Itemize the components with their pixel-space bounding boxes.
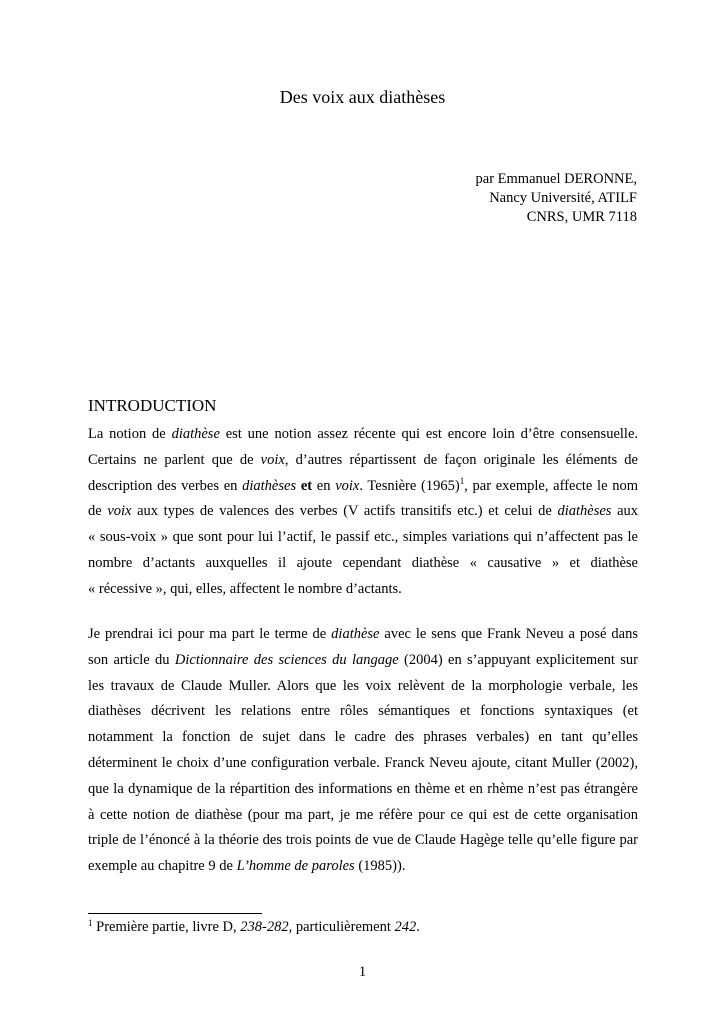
text-run: (1985)). <box>354 858 406 875</box>
paragraph-intro <box>88 422 638 603</box>
author-name: par Emmanuel DERONNE, <box>475 171 637 187</box>
text-run: son article du <box>88 651 175 668</box>
paragraph-line <box>88 499 638 525</box>
text-run: diathèse <box>331 626 380 642</box>
text-run: voix <box>335 477 360 494</box>
text-run: exemple au chapitre 9 de <box>88 858 237 875</box>
text-run: que la dynamique de la répartition des informations en thème et en rhème n’est pas étrangère <box>88 780 638 797</box>
text-run: à cette notion de diathèse (pour ma part, je me réfère pour ce qui est de cette organisation <box>88 806 638 823</box>
text-run: les travaux de Claude Muller. Alors que les voix relèvent de la morphologie verbale, les <box>88 677 638 694</box>
text-run: . <box>416 919 420 935</box>
footnote <box>88 919 420 936</box>
text-run: déterminent le choix d’une configuration verbale. Franck Neveu ajoute, citant Muller (2002), <box>88 754 638 771</box>
text-run: description des verbes en <box>88 477 243 494</box>
text-run: voix <box>107 503 132 520</box>
paragraph-line <box>88 699 638 725</box>
text-run: voix <box>260 451 285 468</box>
text-run: nombre d’actants auxquelles il ajoute cependant diathèse « causative » et diathèse <box>88 554 638 571</box>
footnote-text <box>93 919 420 935</box>
section-heading: INTRODUCTION <box>88 396 217 415</box>
text-run: « récessive », qui, elles, affectent le nombre d’actants. <box>88 580 402 597</box>
text-run: de <box>88 503 108 520</box>
text-run: 238-282 <box>240 919 289 935</box>
text-run: Je prendrai ici pour ma part le terme de <box>88 626 332 642</box>
text-run: en <box>312 477 336 494</box>
text-run: avec le sens que Frank Neveu a posé dans <box>379 626 638 642</box>
page-number: 1 <box>358 964 367 980</box>
footnote-marker: 1 <box>88 918 93 928</box>
text-run: notamment la fonction de sujet dans le cadre des phrases verbales) en tant qu’elles <box>88 729 638 746</box>
paragraph-line <box>88 751 638 777</box>
paragraph-line <box>88 577 638 603</box>
text-run: « sous-voix » que sont pour lui l’actif, le passif etc., simples variations qui n’affectent pas le <box>88 529 638 546</box>
footnote-reference: 1 <box>459 475 465 486</box>
paragraph-line <box>88 422 638 448</box>
text-run: Première partie, livre D, <box>92 919 241 935</box>
paragraph-line <box>88 648 638 674</box>
author-lab: CNRS, UMR 7118 <box>526 209 637 225</box>
text-run: diathèses <box>242 477 297 494</box>
paragraph-line <box>88 525 638 551</box>
text-run: , d’autres répartissent de façon originale les éléments de <box>284 451 638 468</box>
paragraph-line <box>88 777 638 803</box>
text-run: Dictionnaire des sciences du langage <box>174 651 399 668</box>
paragraph-line <box>88 448 638 474</box>
paragraph-line <box>88 854 638 880</box>
text-run: triple de l’énoncé à la théorie des trois points de vue de Claude Hagège telle qu’elle figure par <box>88 832 638 849</box>
text-run: L’homme de paroles <box>236 858 355 875</box>
paragraph-line <box>88 474 638 500</box>
text-run: diathèses <box>557 503 612 520</box>
text-run: La notion de <box>88 426 172 442</box>
paragraph-line <box>88 551 638 577</box>
text-run: aux types de valences des verbes (V actifs transitifs etc.) et celui de <box>131 503 558 520</box>
text-run: 242 <box>394 919 417 935</box>
paragraph-line <box>88 725 638 751</box>
author-block <box>476 170 637 227</box>
text-run: (2004) en s’appuyant explicitement sur <box>398 651 638 668</box>
text-run: , particulièrement <box>288 919 395 935</box>
paragraph-line <box>88 622 638 648</box>
paragraph-diathese <box>88 622 638 880</box>
text-run: et <box>300 477 313 494</box>
text-run: est une notion assez récente qui est encore loin d’être consensuelle. <box>219 426 639 442</box>
text-run: Certains ne parlent que de <box>88 451 261 468</box>
text-run: diathèse <box>171 426 220 442</box>
footnote-separator <box>88 913 262 914</box>
paragraph-line <box>88 674 638 700</box>
text-run: . Tesnière (1965) <box>359 477 460 494</box>
text-run: aux <box>611 503 639 520</box>
text-run: , par exemple, affecte le nom <box>464 477 639 494</box>
author-affiliation: Nancy Université, ATILF <box>489 190 637 206</box>
text-run: diathèses décrivent les relations entre rôles sémantiques et fonctions syntaxiques (et <box>88 703 638 720</box>
paragraph-line <box>88 828 638 854</box>
paragraph-line <box>88 803 638 829</box>
document-title: Des voix aux diathèses <box>279 87 446 107</box>
